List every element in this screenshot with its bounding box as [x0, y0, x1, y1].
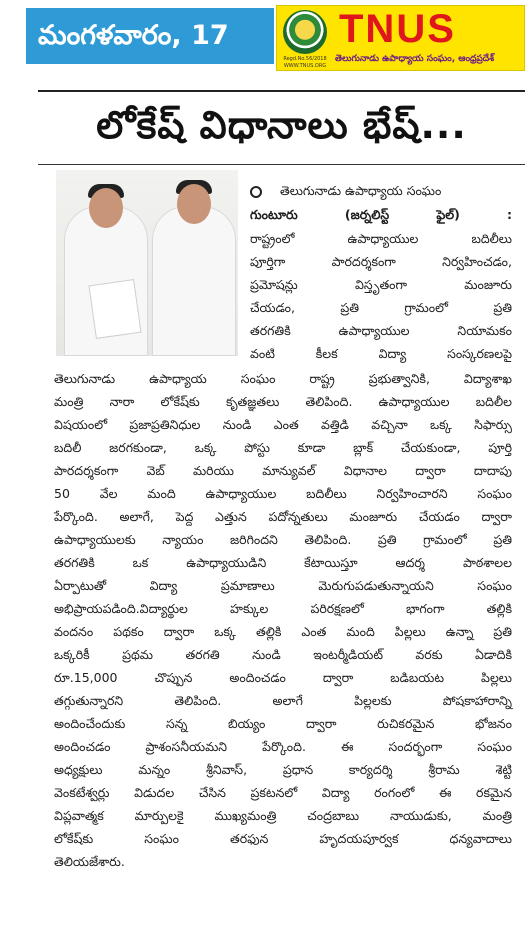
body-line: బదిలీ జరగకుండా, ఒక్క పోస్టు కూడా బ్లాక్ చేయకుండా, పూర్తి — [54, 440, 512, 455]
news-article — [38, 84, 525, 938]
held-documents — [88, 279, 141, 339]
body-line: పేర్కొంది. అలాగే, పెద్ద ఎత్తున పదోన్నతులు మంజూరు చేయడం ద్వారా — [54, 509, 512, 524]
person-left-head — [89, 188, 123, 228]
body-line: చేయడం, ప్రతి గ్రామంలో ప్రతి — [250, 300, 512, 315]
byline-row — [250, 180, 512, 202]
body-line: పారదర్శకంగా వెబ్ మరియు మాన్యువల్ విధానాల ద్వారా దాదాపు — [54, 463, 512, 478]
body-line: వందనం పథకం ద్వారా ఒక్క తల్లికి ఎంత మంది పిల్లలు ఉన్నా ప్రతి — [54, 624, 512, 639]
tnus-logo — [276, 5, 525, 71]
brand-name: TNUS — [339, 7, 456, 51]
emblem-url: WWW.TNUS.ORG — [283, 63, 327, 69]
body-line: తెలియజేశారు. — [54, 854, 125, 869]
body-line: ఏర్పాటుతో విద్యా ప్రమాణాలు మెరుగుపడుతున్నాయని సంఘం — [54, 578, 512, 593]
body-line: తెలుగునాడు ఉపాధ్యాయ సంఘం రాష్ట్ర ప్రభుత్వానికి, విద్యాశాఖ — [54, 371, 512, 386]
body-line: తరగతికి ఉపాధ్యాయుల నియామకం — [250, 323, 512, 338]
masthead — [0, 0, 525, 78]
byline: తెలుగునాడు ఉపాధ్యాయ సంఘం — [280, 183, 442, 198]
body-line: రాష్ట్రంలో ఉపాధ్యాయుల బదిలీలు — [250, 231, 512, 246]
body-line: రూ.15,000 చొప్పున అందించడం ద్వారా బడిబయట పిల్లలు — [54, 670, 512, 685]
article-photo — [56, 170, 238, 356]
headline: లోకేష్ విధానాలు భేష్... — [96, 103, 467, 147]
body-line: ఉపాధ్యాయులకు న్యాయం జరిగిందని తెలిపింది. ప్రతి గ్రామంలో ప్రతి — [54, 532, 512, 547]
body-line: ప్రమోషన్లు విస్తృతంగా మంజూరు — [250, 277, 512, 292]
body-line: తరగతికి ఒక ఉపాధ్యాయుడిని కేటాయిస్తూ ఆదర్శ పాఠశాలల — [54, 555, 512, 570]
body-line: 50 వేల మంది ఉపాధ్యాయుల బదిలీలు నిర్వహించారని సంఘం — [54, 486, 512, 501]
date-banner: మంగళవారం, 17 — [26, 8, 274, 64]
person-right-figure — [152, 206, 236, 356]
body-line: అందించేందుకు సన్న బియ్యం ద్వారా రుచికరమైన భోజనం — [54, 716, 512, 731]
brand-subtitle: తెలుగునాడు ఉపాధ్యాయ సంఘం, ఆంధ్రప్రదేశ్ — [335, 54, 495, 64]
bullet-icon — [250, 186, 262, 198]
body-line: అందించడం ప్రాశంసనీయమని పేర్కొంది. ఈ సందర్భంగా సంఘం — [54, 739, 512, 754]
dateline: గుంటూరు (జర్నలిస్ట్ ఫైల్) : — [250, 207, 512, 222]
headline-rule — [38, 164, 525, 165]
body-line: వంటి కీలక విద్యా సంస్కరణలపై — [250, 346, 512, 361]
emblem-icon — [283, 10, 327, 54]
body-line: పూర్తిగా పారదర్శకంగా నిర్వహించడం, — [250, 254, 512, 269]
body-line: వెంకటేశ్వర్లు విడుదల చేసిన ప్రకటనలో విద్యా రంగంలో ఈ రకమైన — [54, 785, 512, 800]
body-line: మంత్రి నారా లోకేష్‌కు కృతజ్ఞతలు తెలిపింది. ఉపాధ్యాయుల బదిలీల — [54, 394, 512, 409]
person-right-head — [177, 184, 211, 224]
body-line: లోకేష్‌కు సంఘం తరఫున హృదయపూర్వక ధన్యవాదాలు — [54, 831, 512, 846]
body-line: అభిప్రాయపడింది.విద్యార్థుల హక్కుల పరిరక్షణలో భాగంగా తల్లికి — [54, 601, 512, 616]
top-rule — [38, 90, 525, 92]
body-line: తగ్గుతున్నారని తెలిపింది. అలాగే పిల్లలకు పోషకాహారాన్ని — [54, 693, 512, 708]
emblem-caption: Regd.No.56/2018 — [283, 56, 327, 62]
body-line: అధ్యక్షులు మన్నం శ్రీనివాస్, ప్రధాన కార్యదర్శి శ్రీరామ శెట్టి — [54, 762, 512, 777]
body-line: విషయంలో ప్రజాప్రతినిధుల నుండి ఎంత వత్తిడి వచ్చినా ఒక్క సిఫార్సు — [54, 417, 512, 432]
body-line: ఒక్కరికీ ప్రథమ తరగతి నుండి ఇంటర్మీడియట్ వరకు ఏడాదికి — [54, 647, 512, 662]
body-line: విప్లవాత్మక మార్పులకై ముఖ్యమంత్రి చంద్రబాబు నాయుడుకు, మంత్రి — [54, 808, 512, 823]
